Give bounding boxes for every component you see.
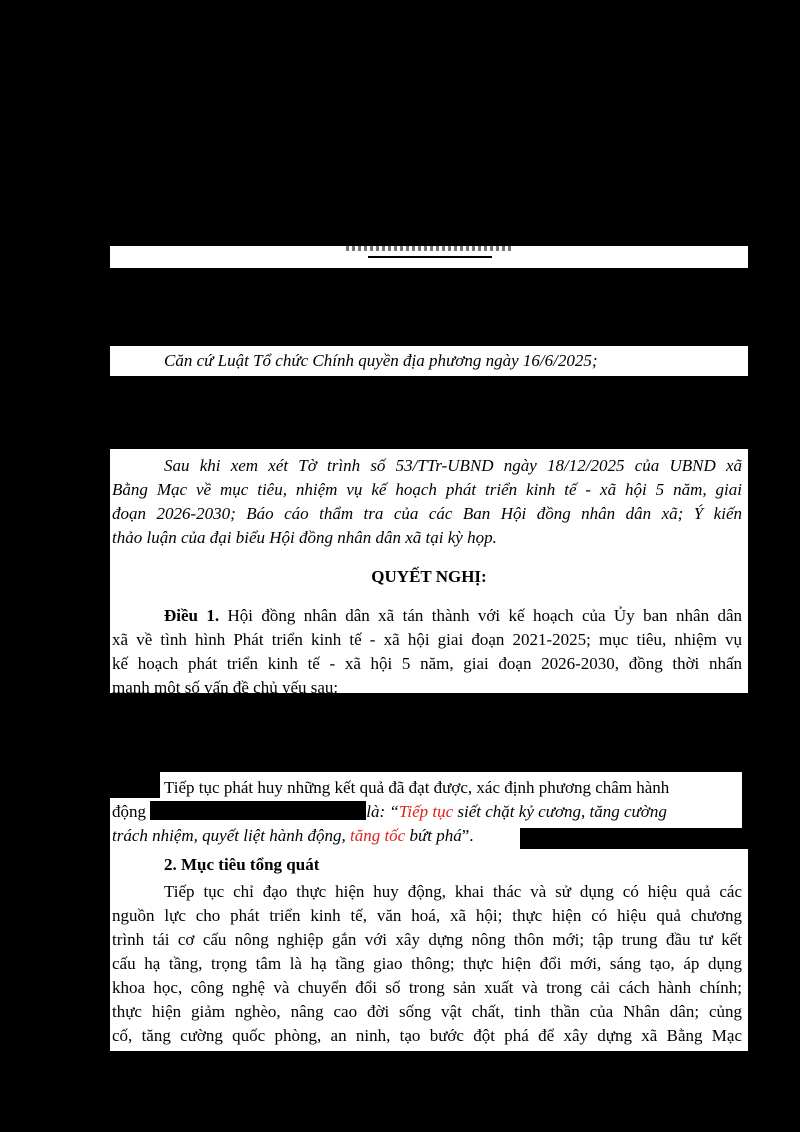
consideration-line: đoạn 2026-2030; Báo cáo thẩm tra của các Ban Hội đồng nhân dân xã; Ý kiến: [112, 504, 742, 523]
section2-line: nguồn lực cho phát triển kinh tế, văn hoá, xã hội; thực hiện có hiệu quả chương: [112, 906, 742, 925]
article1-text: Hội đồng nhân dân xã tán thành với kế hoạch của Ủy ban nhân dân: [219, 606, 742, 625]
motto-red-1: Tiếp tục: [398, 802, 454, 821]
motto-prefix: động: [112, 802, 146, 821]
article1-line: kế hoạch phát triển kinh tế - xã hội 5 năm, giai đoạn 2026-2030, đồng thời nhấn: [112, 654, 742, 673]
section2-line: cấu hạ tầng, trọng tâm là hạ tầng giao thông; thực hiện đổi mới, sáng tạo, áp dụng: [112, 954, 742, 973]
article1-line: xã về tình hình Phát triển kinh tế - xã hội giai đoạn 2021-2025; mục tiêu, nhiệm vụ: [112, 630, 742, 649]
motto-line1: Tiếp tục phát huy những kết quả đã đạt được, xác định phương châm hành: [164, 778, 670, 797]
consideration-line: Sau khi xem xét Tờ trình số 53/TTr-UBND ngày 18/12/2025 của UBND xã: [164, 456, 742, 475]
motto-part-b: bứt phá: [405, 826, 462, 845]
section2-heading: 2. Mục tiêu tổng quát: [164, 855, 320, 874]
redaction-bar: [150, 801, 366, 820]
consideration-line: thảo luận của đại biểu Hội đồng nhân dân xã tại kỳ họp.: [112, 528, 497, 547]
legal-basis-text: Căn cứ Luật Tổ chức Chính quyền địa phương ngày 16/6/2025;: [164, 351, 598, 370]
motto-line3: [112, 824, 474, 849]
motto-red-2: tăng tốc: [349, 826, 406, 845]
section2-block: [110, 849, 748, 1051]
main-content-block: [110, 449, 748, 697]
section2-line: cố, tăng cường quốc phòng, an ninh, tạo bước đột phá để xây dựng xã Bằng Mạc: [112, 1026, 742, 1045]
consideration-line: Bằng Mạc về mục tiêu, nhiệm vụ kế hoạch phát triển kinh tế - xã hội 5 năm, giai: [112, 480, 742, 499]
article1-label: Điều 1.: [164, 606, 220, 625]
section2-line: trình tái cơ cấu nông nghiệp gắn với xây dựng nông thôn mới; tập trung đầu tư kết: [112, 930, 742, 949]
section2-line: Tiếp tục chỉ đạo thực hiện huy động, khai thác và sử dụng có hiệu quả các: [164, 882, 742, 901]
section2-line: khoa học, công nghệ và chuyển đổi số trong sản xuất và trong cải cách hành chính;: [112, 978, 742, 997]
article1-line: [164, 604, 742, 629]
article1-line: mạnh một số vấn đề chủ yếu sau:: [112, 678, 339, 697]
resolve-heading: QUYẾT NGHỊ:: [371, 567, 487, 586]
motto-mid: là: “: [366, 802, 399, 821]
header-remnant: [346, 246, 514, 251]
motto-end: ”.: [461, 826, 474, 845]
motto-rest: siết chặt kỷ cương, tăng cường: [453, 802, 667, 821]
motto-line2: [112, 800, 667, 825]
header-strip: [110, 246, 748, 268]
legal-basis-block: [110, 346, 748, 376]
header-rule: [368, 256, 492, 258]
section2-line: thực hiện giảm nghèo, nâng cao đời sống vật chất, tinh thần của Nhân dân; củng: [112, 1002, 742, 1021]
motto-part-a: trách nhiệm, quyết liệt hành động,: [112, 826, 350, 845]
